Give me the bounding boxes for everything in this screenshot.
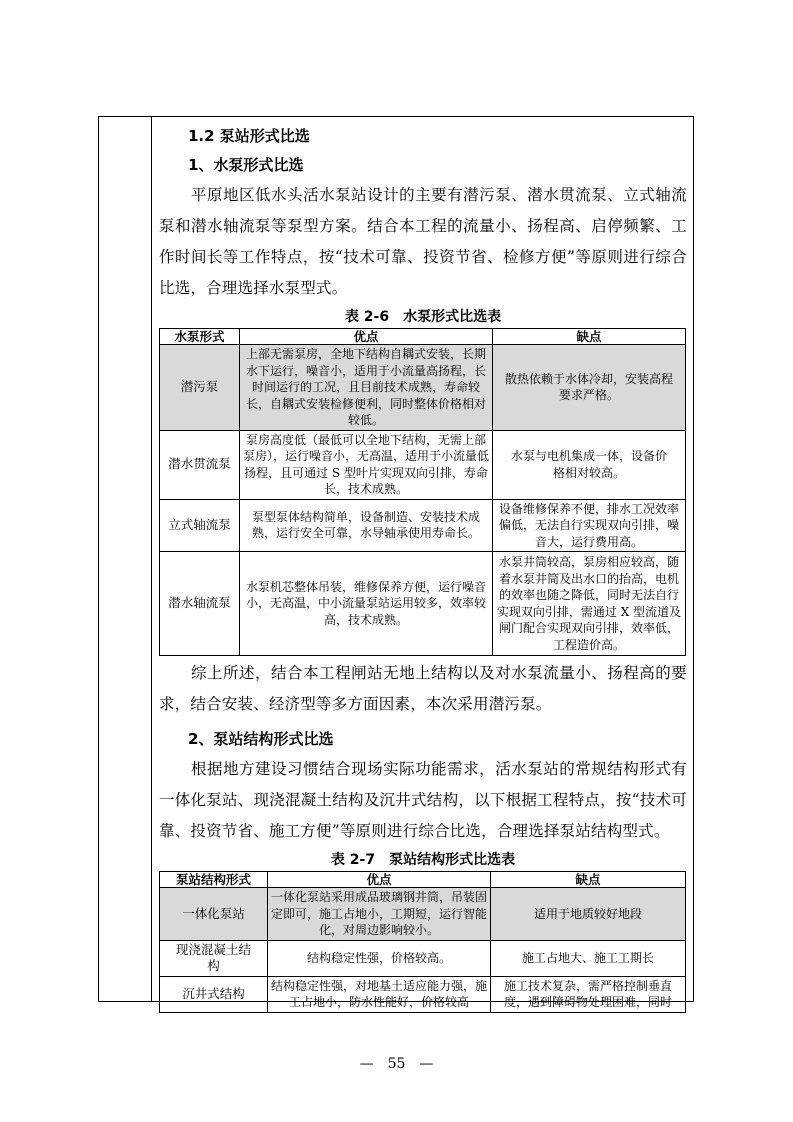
table-cell: 适用于地质较好地段 <box>491 888 686 941</box>
table-header-row <box>160 329 686 345</box>
table-cell: 潜水贯流泵 <box>160 430 240 499</box>
paragraph-structure-intro: 根据地方建设习惯结合现场实际功能需求，活水泵站的常规结构形式有一体化泵站、现浇混凝土结构及沉井式结构，以下根据工程特点，按“技术可靠、投资节省、施工方便”等原则进行综合比选，合理选择泵站结构型式。 <box>159 760 687 840</box>
table-row <box>160 940 686 976</box>
table-cell: 设备维修保养不便，排水工况效率偏低，无法自行实现双向引排，噪音大，运行费用高。 <box>493 499 686 552</box>
table-row <box>160 345 686 431</box>
left-column-divider <box>151 116 152 1002</box>
table-row <box>160 976 686 1012</box>
table-header: 优点 <box>240 329 493 345</box>
table-cell: 水泵机芯整体吊装，维修保养方便，运行噪音小，无高温，中小流量泵站运用较多，效率较高，技术成熟。 <box>240 552 493 656</box>
paragraph-pump-intro: 平原地区低水头活水泵站设计的主要有潜污泵、潜水贯流泵、立式轴流泵和潜水轴流泵等泵型方案。结合本工程的流量小、扬程高、启停频繁、工作时间长等工作特点，按“技术可靠、投资节省、检修方便”等原则进行综合比选，合理选择水泵型式。 <box>159 186 687 297</box>
table-caption: 表 2-6 水泵形式比选表 <box>344 309 502 325</box>
table-cell: 潜水轴流泵 <box>160 552 240 656</box>
table-cell: 散热依赖于水体冷却，安装高程要求严格。 <box>493 345 686 431</box>
table-header: 水泵形式 <box>160 329 240 345</box>
table-header: 泵站结构形式 <box>160 872 268 888</box>
table-row <box>160 888 686 941</box>
pump-type-table <box>159 328 686 656</box>
structure-type-table <box>159 871 686 1013</box>
table-cell: 施工技术复杂，需严格控制垂直度，遇到障碍物处理困难，同时 <box>491 976 686 1012</box>
section-title: 1.2 泵站形式比选 <box>188 127 310 145</box>
table-cell: 一体化泵站 <box>160 888 268 941</box>
table-cell: 结构稳定性强，价格较高。 <box>268 940 491 976</box>
table-cell: 立式轴流泵 <box>160 499 240 552</box>
table-cell: 泵房高度低（最低可以全地下结构，无需上部泵房），运行噪音小，无高温，适用于小流量低扬程，且可通过 S 型叶片实现双向引排，寿命长，技术成熟。 <box>240 430 493 499</box>
table-cell: 泵型泵体结构简单，设备制造、安装技术成熟，运行安全可靠，水导轴承使用寿命长。 <box>240 499 493 552</box>
table-cell: 施工占地大、施工工期长 <box>491 940 686 976</box>
table-row <box>160 552 686 656</box>
table-header-row <box>160 872 686 888</box>
table-cell: 沉井式结构 <box>160 976 268 1012</box>
table-cell: 水泵与电机集成一体，设备价格相对较高。 <box>493 430 686 499</box>
page-content <box>159 118 687 1013</box>
table-cell: 结构稳定性强，对地基土适应能力强，施工占地小，防水性能好，价格较高 <box>268 976 491 1012</box>
table-cell: 一体化泵站采用成品玻璃钢井筒，吊装固定即可，施工占地小，工期短，运行智能化，对周边影响较小。 <box>268 888 491 941</box>
table-cell: 上部无需泵房，全地下结构自耦式安装，长期水下运行，噪音小，适用于小流量高扬程，长时间运行的工况，且目前技术成熟，寿命较长，自耦式安装检修便利，同时整体价格相对较低。 <box>240 345 493 431</box>
paragraph-pump-conclusion: 综上所述，结合本工程闸站无地上结构以及对水泵流量小、扬程高的要求，结合安装、经济型等多方面因素，本次采用潜污泵。 <box>159 664 687 713</box>
table-header: 优点 <box>268 872 491 888</box>
table-header: 缺点 <box>491 872 686 888</box>
page-number: — 55 — <box>359 1056 434 1072</box>
table-row <box>160 499 686 552</box>
table-cell: 现浇混凝土结构 <box>160 940 268 976</box>
table-header: 缺点 <box>493 329 686 345</box>
table-cell: 水泵井筒较高，泵房相应较高，随着水泵井筒及出水口的抬高，电机的效率也随之降低，同时无法自行实现双向引排，需通过 X 型流道及闸门配合实现双向引排，效率低，工程造价高。 <box>493 552 686 656</box>
table-row <box>160 430 686 499</box>
table-cell: 潜污泵 <box>160 345 240 431</box>
subsection-title-structure-type: 2、泵站结构形式比选 <box>188 730 334 748</box>
subsection-title-pump-type: 1、水泵形式比选 <box>188 156 304 174</box>
table-caption: 表 2-7 泵站结构形式比选表 <box>330 852 516 868</box>
